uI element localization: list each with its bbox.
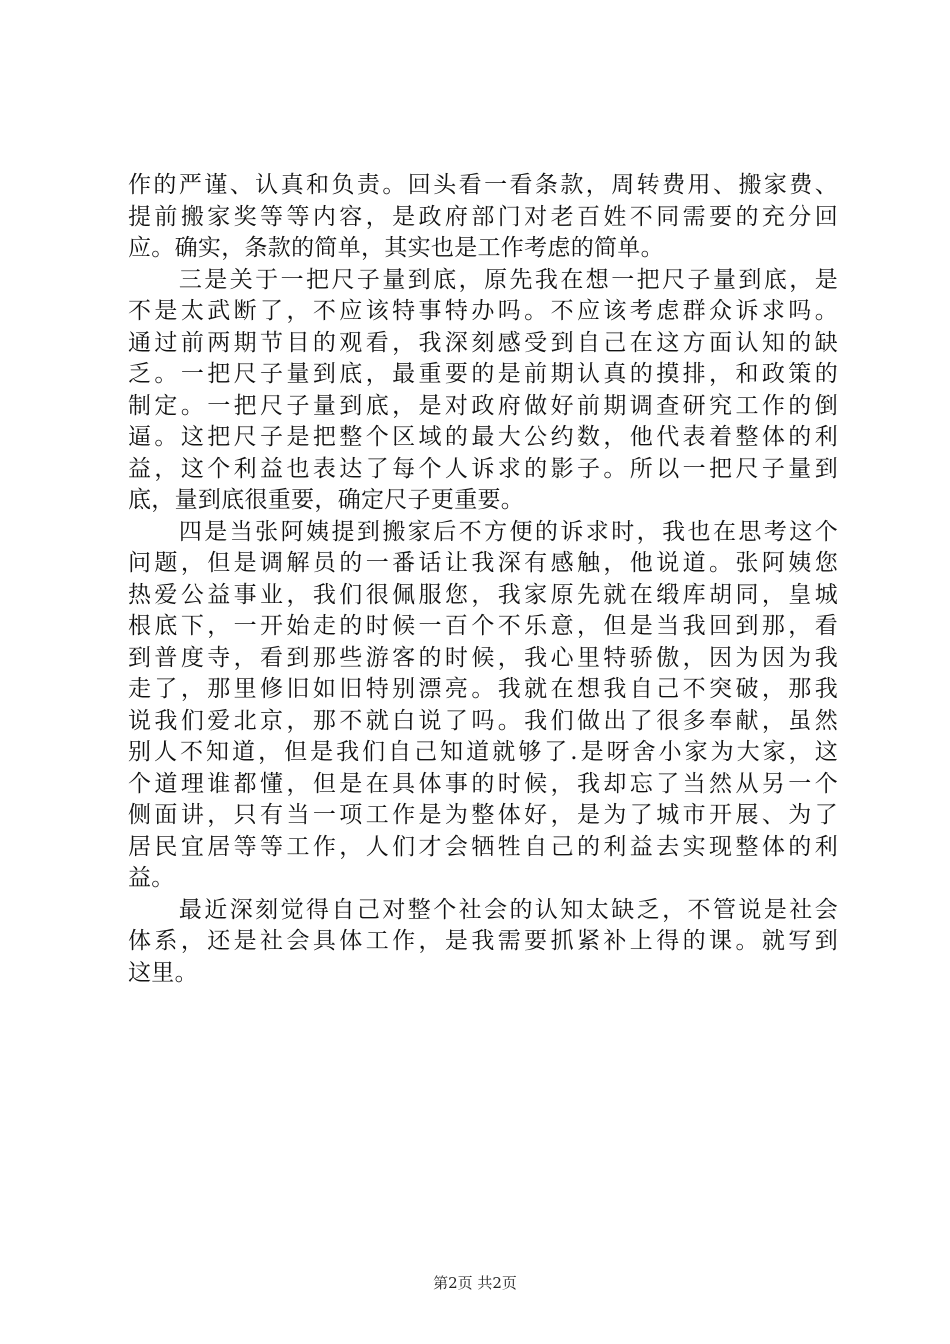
text-line: 提前搬家奖等等内容，是政府部门对老百姓不同需要的充分回 <box>128 203 838 230</box>
text-line: 侧面讲，只有当一项工作是为整体好，是为了城市开展、为了 <box>128 802 838 828</box>
text-line: 走了，那里修旧如旧特别漂亮。我就在想我自己不突破，那我 <box>128 676 838 702</box>
text-line: 应。确实，条款的简单，其实也是工作考虑的简单。 <box>128 235 664 261</box>
text-line: 作的严谨、认真和负责。回头看一看条款，周转费用、搬家费、 <box>128 172 838 198</box>
text-line: 乏。一把尺子量到底，最重要的是前期认真的摸排，和政策的 <box>128 361 838 387</box>
text-line: 热爱公益事业，我们很佩服您，我家原先就在缎库胡同，皇城 <box>128 581 838 608</box>
text-line: 居民宜居等等工作，人们才会牺牲自己的利益去实现整体的利 <box>128 833 838 860</box>
page-number-footer: 第2页 共2页 <box>433 1274 517 1292</box>
text-line: 这里。 <box>128 959 198 986</box>
text-line: 逼。这把尺子是把整个区域的最大公约数，他代表着整体的利 <box>128 424 838 450</box>
text-line: 四是当张阿姨提到搬家后不方便的诉求时，我也在思考这个 <box>128 518 838 545</box>
text-line: 不是太武断了，不应该特事特办吗。不应该考虑群众诉求吗。 <box>128 298 838 324</box>
text-line: 底，量到底很重要，确定尺子更重要。 <box>128 487 525 513</box>
text-line: 个道理谁都懂，但是在具体事的时候，我却忘了当然从另一个 <box>128 770 838 797</box>
text-line: 到普度寺，看到那些游客的时候，我心里特骄傲，因为因为我 <box>128 644 838 671</box>
text-line: 制定。一把尺子量到底，是对政府做好前期调查研究工作的倒 <box>128 392 838 419</box>
text-line: 别人不知道，但是我们自己知道就够了.是呀舍小家为大家，这 <box>128 739 838 765</box>
text-line: 益，这个利益也表达了每个人诉求的影子。所以一把尺子量到 <box>128 455 838 482</box>
text-line: 三是关于一把尺子量到底，原先我在想一把尺子量到底，是 <box>128 266 838 293</box>
text-line: 根底下，一开始走的时候一百个不乐意，但是当我回到那，看 <box>128 613 838 639</box>
text-line: 体系，还是社会具体工作，是我需要抓紧补上得的课。就写到 <box>128 928 838 954</box>
text-line: 益。 <box>128 865 175 891</box>
document-body <box>128 170 838 989</box>
text-line: 通过前两期节目的观看，我深刻感受到自己在这方面认知的缺 <box>128 329 838 356</box>
text-line: 最近深刻觉得自己对整个社会的认知太缺乏，不管说是社会 <box>128 896 838 923</box>
text-line: 说我们爱北京，那不就白说了吗。我们做出了很多奉献，虽然 <box>128 707 838 734</box>
text-line: 问题，但是调解员的一番话让我深有感触，他说道。张阿姨您 <box>128 550 838 576</box>
